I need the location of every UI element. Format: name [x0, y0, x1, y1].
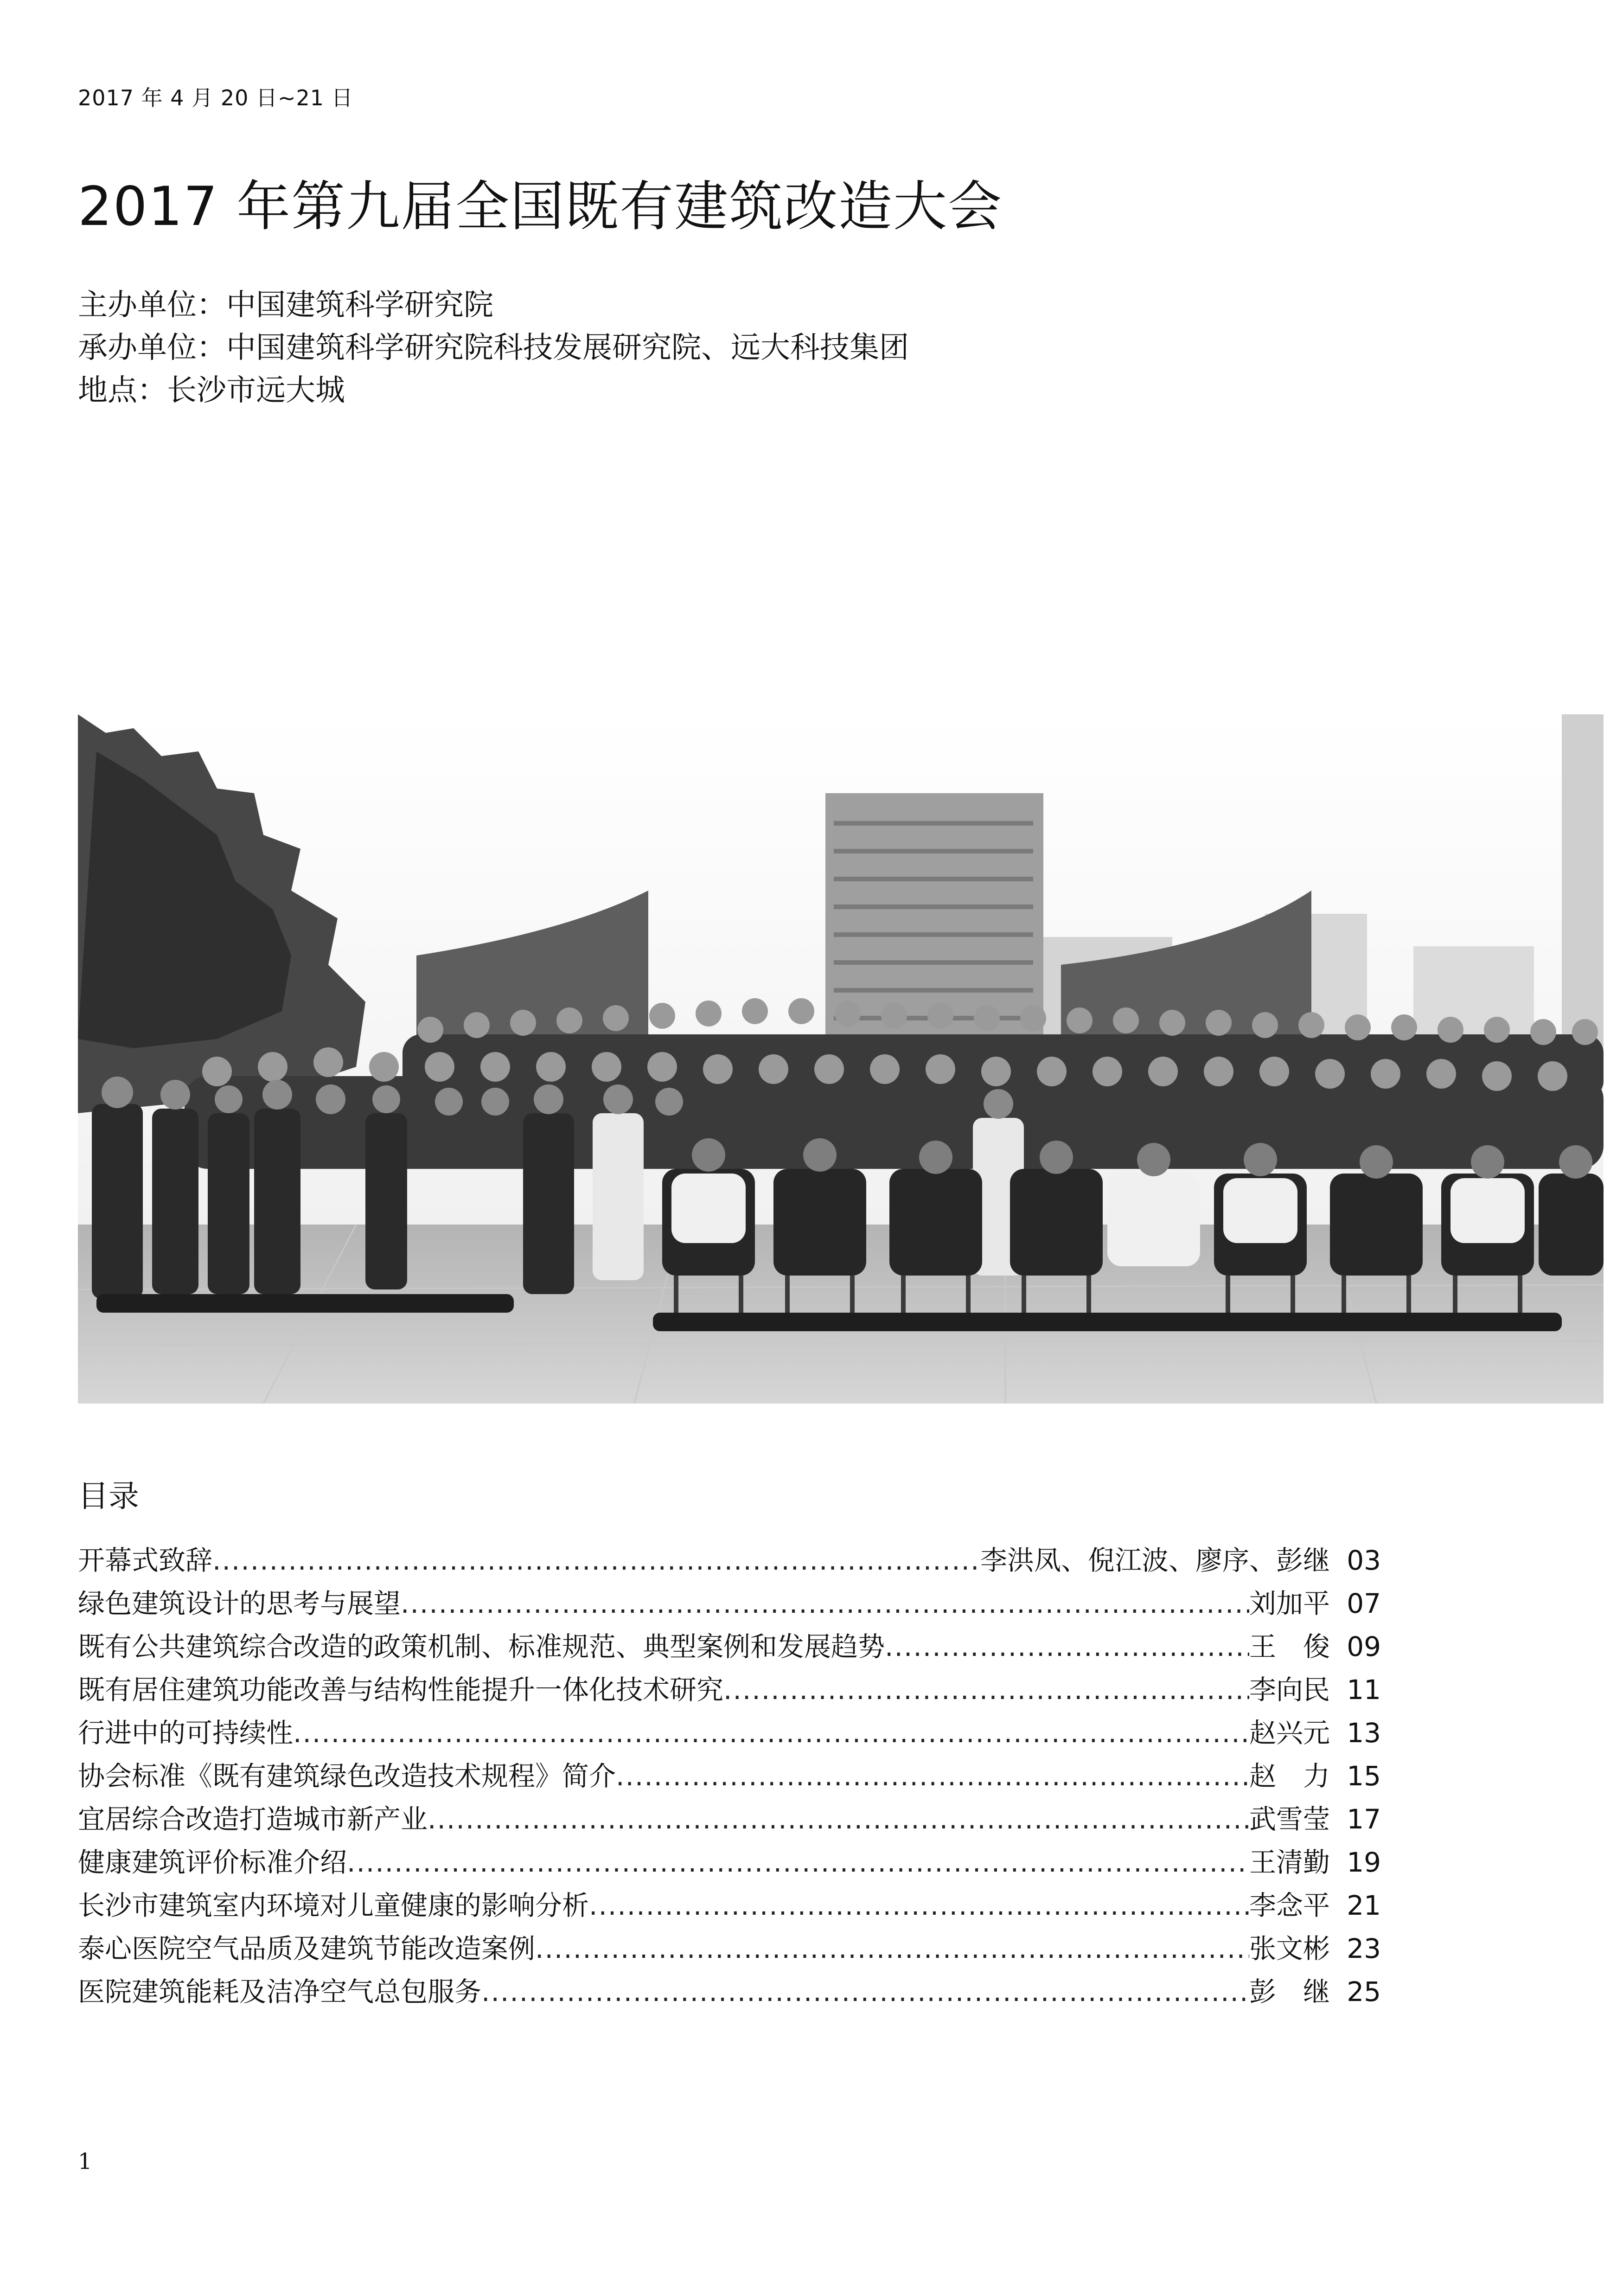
group-photo [78, 714, 1604, 1404]
toc-entry-page: 11 [1347, 1674, 1381, 1706]
toc-entry-page: 21 [1347, 1890, 1381, 1921]
toc-entry[interactable] [78, 1927, 1381, 1970]
dot-leader [347, 1847, 1249, 1878]
toc-entry-title: 协会标准《既有建筑绿色改造技术规程》简介 [78, 1760, 616, 1792]
toc-entry-page: 25 [1347, 1976, 1381, 2007]
dot-leader [481, 1976, 1249, 2007]
venue-line: 地点：长沙市远大城 [78, 373, 345, 408]
toc-entry-page: 23 [1347, 1933, 1381, 1964]
toc-entry-author: 王 俊 [1249, 1631, 1330, 1662]
toc-entry-page: 09 [1347, 1631, 1381, 1662]
toc-entry[interactable] [78, 1668, 1381, 1711]
toc-entry-author: 刘加平 [1249, 1588, 1330, 1619]
toc-entry-author: 王清勤 [1249, 1847, 1330, 1878]
toc-entry-title: 泰心医院空气品质及建筑节能改造案例 [78, 1933, 536, 1964]
dot-leader [616, 1760, 1249, 1792]
dot-leader [535, 1933, 1249, 1964]
toc-entry-title: 绿色建筑设计的思考与展望 [78, 1588, 401, 1619]
page-number: 1 [78, 2148, 92, 2174]
dot-leader [885, 1631, 1249, 1662]
toc-entry-author: 李向民 [1249, 1674, 1330, 1706]
toc-entry-author: 赵兴元 [1249, 1717, 1330, 1749]
toc-entry-title: 行进中的可持续性 [78, 1717, 294, 1749]
toc-heading: 目录 [78, 1478, 139, 1514]
toc-entry-title: 既有公共建筑综合改造的政策机制、标准规范、典型案例和发展趋势 [78, 1631, 885, 1662]
toc-entry-author: 李念平 [1249, 1890, 1330, 1921]
toc-entry[interactable] [78, 1625, 1381, 1668]
table-of-contents [78, 1539, 1381, 2013]
dot-leader [212, 1545, 980, 1576]
toc-entry[interactable] [78, 1711, 1381, 1754]
co-host-line: 承办单位：中国建筑科学研究院科技发展研究院、远大科技集团 [78, 331, 909, 365]
toc-entry-page: 17 [1347, 1803, 1381, 1835]
conference-date: 2017 年 4 月 20 日~21 日 [78, 85, 353, 110]
toc-entry[interactable] [78, 1841, 1381, 1884]
toc-entry[interactable] [78, 1797, 1381, 1841]
organizer-info [78, 284, 909, 412]
toc-entry-page: 03 [1347, 1545, 1381, 1576]
toc-entry[interactable] [78, 1970, 1381, 2013]
toc-entry[interactable] [78, 1754, 1381, 1797]
toc-entry-title: 医院建筑能耗及洁净空气总包服务 [78, 1976, 482, 2007]
toc-entry[interactable] [78, 1884, 1381, 1927]
toc-entry-page: 07 [1347, 1588, 1381, 1619]
dot-leader [723, 1674, 1249, 1706]
toc-entry-author: 武雪莹 [1249, 1803, 1330, 1835]
toc-entry-title: 宜居综合改造打造城市新产业 [78, 1803, 428, 1835]
page-title: 2017 年第九届全国既有建筑改造大会 [78, 175, 1003, 238]
toc-entry[interactable] [78, 1539, 1381, 1582]
toc-entry-page: 13 [1347, 1717, 1381, 1749]
toc-entry[interactable] [78, 1582, 1381, 1625]
toc-entry-page: 19 [1347, 1847, 1381, 1878]
toc-entry-author: 赵 力 [1249, 1760, 1330, 1792]
dot-leader [401, 1588, 1249, 1619]
toc-entry-author: 张文彬 [1249, 1933, 1330, 1964]
toc-entry-title: 开幕式致辞 [78, 1545, 213, 1576]
toc-entry-author: 李洪凤、倪江波、廖序、彭继 [980, 1545, 1330, 1576]
toc-entry-title: 既有居住建筑功能改善与结构性能提升一体化技术研究 [78, 1674, 724, 1706]
dot-leader [589, 1890, 1249, 1921]
host-line: 主办单位：中国建筑科学研究院 [78, 288, 493, 322]
dot-leader [428, 1803, 1249, 1835]
toc-entry-title: 长沙市建筑室内环境对儿童健康的影响分析 [78, 1890, 589, 1921]
toc-entry-title: 健康建筑评价标准介绍 [78, 1847, 347, 1878]
dot-leader [293, 1717, 1249, 1749]
toc-entry-page: 15 [1347, 1760, 1381, 1792]
toc-entry-author: 彭 继 [1249, 1976, 1330, 2007]
